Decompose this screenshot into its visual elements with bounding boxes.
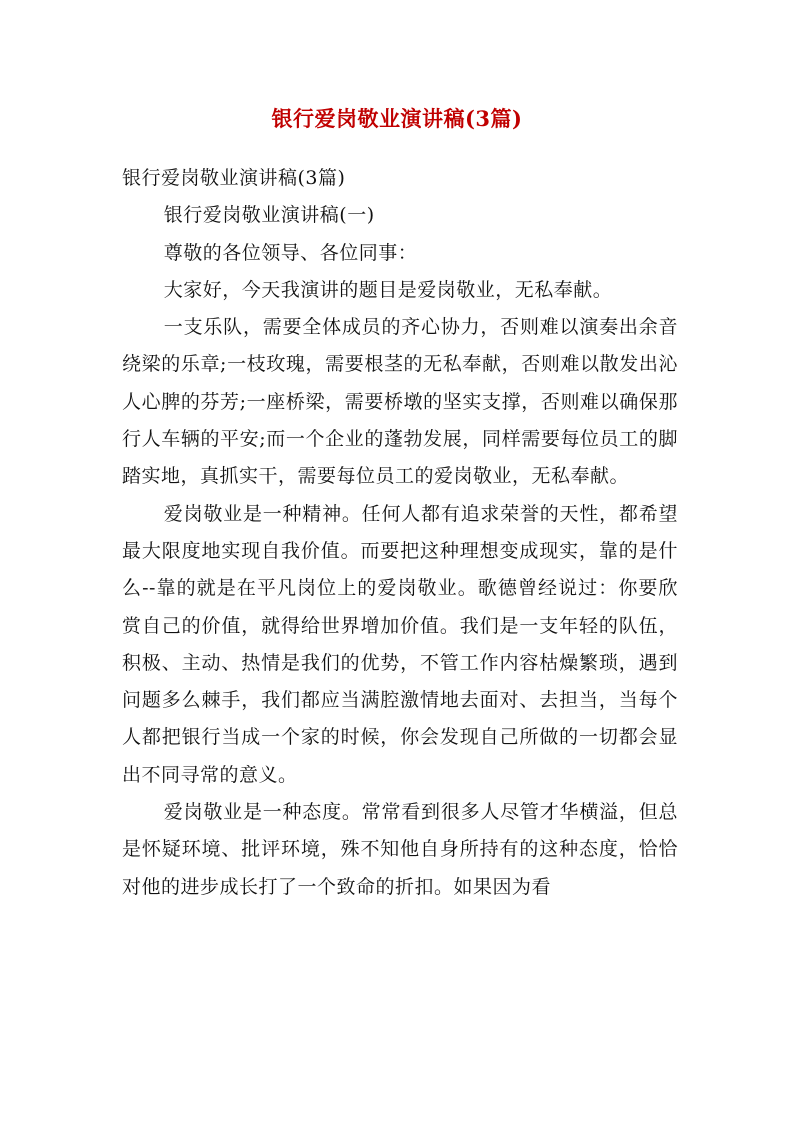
body-paragraph: 一支乐队，需要全体成员的齐心协力，否则难以演奏出余音绕梁的乐章;一枝玫瑰，需要根茎的无私奉献，否则难以散发出沁人心脾的芬芳;一座桥梁，需要桥墩的坚实支撑，否则难以确保那行人车辆的平安;而一个企业的蓬勃发展，同样需要每位员工的脚踏实地，真抓实干，需要每位员工的爱岗敬业，无私奉献。 [122,316,678,488]
salutation: 尊敬的各位领导、各位同事： [163,241,418,264]
section-heading: 银行爱岗敬业演讲稿(一) [163,204,375,227]
body-paragraph: 爱岗敬业是一种态度。常常看到很多人尽管才华横溢，但总是怀疑环境、批评环境，殊不知他自身所持有的这种态度，恰恰对他的进步成长打了一个致命的折扣。如果因为看 [122,801,678,898]
body-paragraph: 爱岗敬业是一种精神。任何人都有追求荣誉的天性，都希望最大限度地实现自我价值。而要把这种理想变成现实，靠的是什么--靠的就是在平凡岗位上的爱岗敬业。歌德曾经说过：你要欣赏自己的价值，就得给世界增加价值。我们是一支年轻的队伍，积极、主动、热情是我们的优势，不管工作内容枯燥繁琐，遇到问题多么棘手，我们都应当满腔激情地去面对、去担当，当每个人都把银行当成一个家的时候，你会发现自己所做的一切都会显出不同寻常的意义。 [122,502,678,786]
document-title: 银行爱岗敬业演讲稿(3篇) [271,106,523,131]
document-body [122,160,678,906]
greeting-paragraph: 大家好，今天我演讲的题目是爱岗敬业，无私奉献。 [163,278,613,301]
subtitle-line: 银行爱岗敬业演讲稿(3篇) [122,167,346,189]
